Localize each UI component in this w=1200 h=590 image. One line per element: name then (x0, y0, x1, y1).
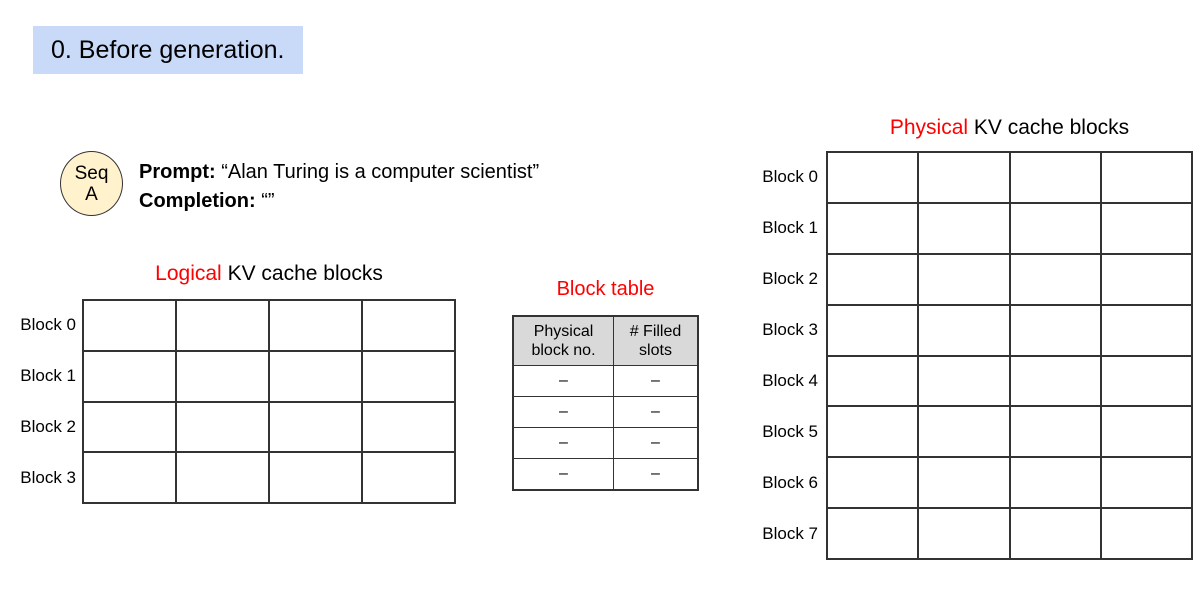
logical-cell (177, 301, 268, 350)
physical-cell (919, 509, 1008, 558)
block-table-cell: – (514, 459, 613, 489)
physical-row-label: Block 6 (762, 473, 818, 493)
physical-cell (828, 458, 917, 507)
block-table-header: # Filled slots (614, 317, 697, 365)
physical-cell (828, 204, 917, 253)
logical-cell (84, 403, 175, 452)
logical-cell (84, 301, 175, 350)
physical-blocks-grid (826, 151, 1193, 560)
physical-cell (1102, 458, 1191, 507)
block-table-cell: – (614, 397, 697, 427)
physical-cell (919, 153, 1008, 202)
block-table (512, 315, 699, 491)
physical-row-label: Block 4 (762, 370, 818, 390)
physical-cell (828, 407, 917, 456)
physical-cell (919, 458, 1008, 507)
block-table-cell: – (614, 366, 697, 396)
seq-badge-line1: Seq (74, 162, 109, 184)
physical-row-label: Block 5 (762, 422, 818, 442)
logical-row-label: Block 3 (20, 468, 76, 488)
physical-cell (828, 509, 917, 558)
logical-cell (270, 301, 361, 350)
physical-row-label: Block 1 (762, 217, 818, 237)
logical-cell (363, 301, 454, 350)
physical-cell (919, 204, 1008, 253)
block-table-cell: – (514, 366, 613, 396)
physical-cell (919, 407, 1008, 456)
block-table-cell: – (614, 459, 697, 489)
completion-value: “” (261, 190, 275, 212)
completion-line (139, 187, 539, 216)
seq-badge-line2: A (85, 183, 98, 205)
logical-row-label: Block 2 (20, 417, 76, 437)
logical-title-accent: Logical (155, 262, 222, 285)
physical-cell (1102, 255, 1191, 304)
physical-cell (1011, 357, 1100, 406)
logical-blocks-grid (82, 299, 456, 504)
block-table-cell: – (514, 397, 613, 427)
physical-cell (1011, 509, 1100, 558)
physical-row-label: Block 7 (762, 524, 818, 544)
physical-cell (1011, 255, 1100, 304)
block-table-header: Physical block no. (514, 317, 613, 365)
physical-cell (1011, 306, 1100, 355)
logical-row-label: Block 0 (20, 314, 76, 334)
physical-cell (828, 153, 917, 202)
logical-cell (177, 403, 268, 452)
block-table-cell: – (514, 428, 613, 458)
logical-cell (177, 453, 268, 502)
step-label: 0. Before generation. (33, 26, 303, 74)
physical-cell (828, 255, 917, 304)
physical-cell (1102, 306, 1191, 355)
logical-cell (363, 352, 454, 401)
physical-cell (828, 357, 917, 406)
physical-row-label: Block 3 (762, 319, 818, 339)
logical-cell (177, 352, 268, 401)
physical-cell (919, 357, 1008, 406)
logical-cell (270, 453, 361, 502)
physical-cell (1102, 407, 1191, 456)
seq-a-badge (60, 151, 123, 216)
prompt-label: Prompt: (139, 161, 216, 183)
physical-cell (1102, 204, 1191, 253)
physical-cell (1102, 357, 1191, 406)
logical-cell (363, 453, 454, 502)
physical-title-rest: KV cache blocks (968, 116, 1130, 139)
logical-cell (84, 352, 175, 401)
logical-row-labels (0, 299, 76, 504)
physical-cell (1011, 458, 1100, 507)
physical-cell (828, 306, 917, 355)
logical-row-label: Block 1 (20, 365, 76, 385)
block-table-cell: – (614, 428, 697, 458)
physical-cell (1011, 153, 1100, 202)
prompt-value: “Alan Turing is a computer scientist” (221, 161, 540, 183)
logical-blocks-title (82, 262, 456, 286)
physical-title-accent: Physical (889, 116, 969, 139)
completion-label: Completion: (139, 190, 256, 212)
physical-row-labels (728, 151, 818, 560)
logical-cell (270, 403, 361, 452)
physical-cell (1102, 509, 1191, 558)
logical-cell (363, 403, 454, 452)
prompt-line (139, 158, 539, 187)
physical-row-label: Block 2 (762, 268, 818, 288)
physical-row-label: Block 0 (762, 166, 818, 186)
physical-cell (919, 255, 1008, 304)
physical-cell (1102, 153, 1191, 202)
logical-cell (270, 352, 361, 401)
block-table-title: Block table (556, 278, 655, 300)
physical-cell (919, 306, 1008, 355)
logical-cell (84, 453, 175, 502)
logical-title-rest: KV cache blocks (221, 262, 383, 285)
physical-blocks-title (826, 116, 1193, 140)
physical-cell (1011, 204, 1100, 253)
physical-cell (1011, 407, 1100, 456)
sequence-description (139, 158, 539, 216)
